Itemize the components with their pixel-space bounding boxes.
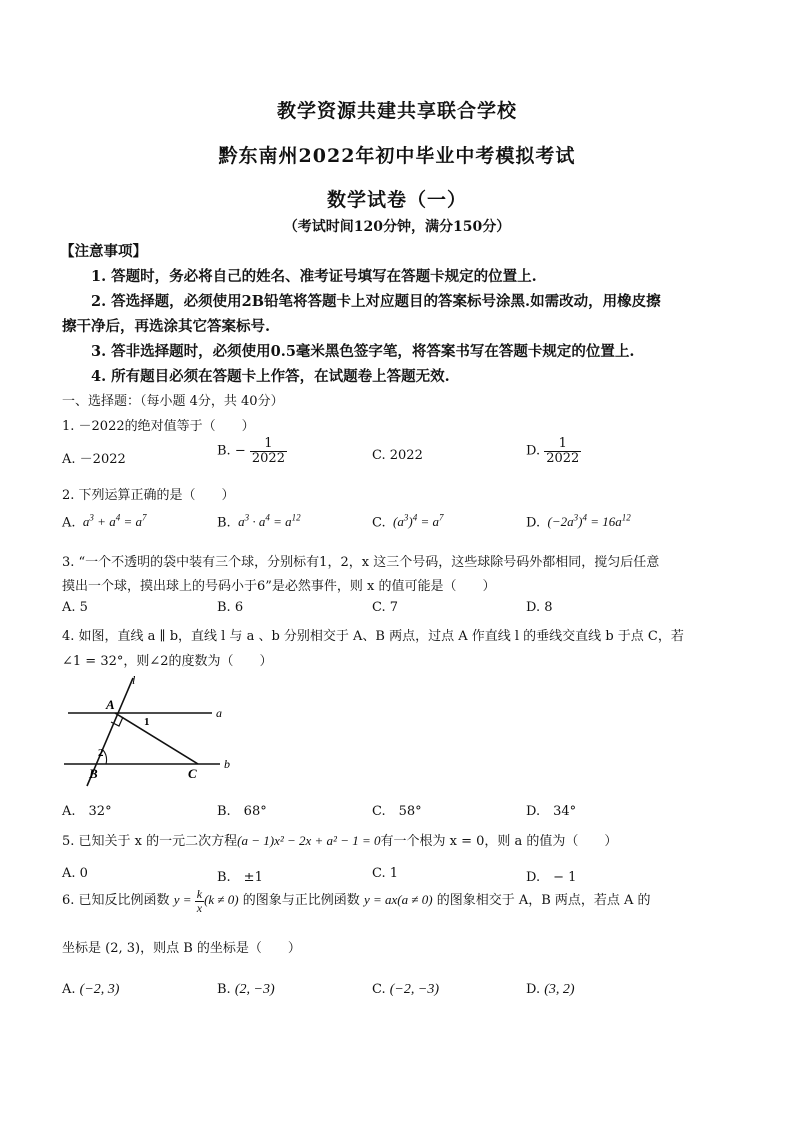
note-3: 3. 答非选择题时，必须使用0.5毫米黑色签字笔，将答案书写在答题卡规定的位置上. <box>91 343 635 360</box>
q5-equation: (a − 1)x² − 2x + a² − 1 = 0 <box>237 833 381 848</box>
q1-b-denominator: 2022 <box>251 450 285 466</box>
q2-option-b <box>217 513 301 530</box>
q4-option-a: A. 32° <box>62 804 112 819</box>
q5-option-b: B. ±1 <box>217 870 263 885</box>
q1-option-d <box>526 437 581 465</box>
angle-1-label: 1 <box>144 716 150 728</box>
q1-option-a <box>62 448 126 467</box>
note-1: 1. 答题时，务必将自己的姓名、准考证号填写在答题卡规定的位置上. <box>91 268 537 285</box>
note-2: 2. 答选择题，必须使用2B铅笔将答题卡上对应题目的答案标号涂黑.如需改动，用橡皮擦 <box>91 293 661 310</box>
q4-option-b: B. 68° <box>217 804 267 819</box>
q1-b-numerator: 1 <box>264 436 273 451</box>
q3-option-a: A. 5 <box>62 600 88 615</box>
q3-option-c: C. 7 <box>372 600 399 615</box>
q4-option-c: C. 58° <box>372 804 422 819</box>
q1-a-label: A. <box>62 452 76 467</box>
label-b: b <box>224 757 230 771</box>
q2-option-d <box>526 513 631 530</box>
angle-2-label: 2 <box>98 747 104 759</box>
q4-figure <box>60 670 245 790</box>
q2-option-c <box>372 513 443 530</box>
q6-a-label: A. <box>62 982 76 997</box>
q6-a-value: (−2, 3) <box>79 982 120 997</box>
q6-d-value: (3, 2) <box>544 982 575 997</box>
q6-line2: 坐标是 (2, 3)，则点 B 的坐标是（ ） <box>62 941 301 956</box>
section-title: 一、选择题：（每小题 4分，共 40分） <box>62 394 284 409</box>
q6-stem-post: 的图象相交于 A，B 两点，若点 A 的 <box>436 893 651 909</box>
point-c-label: C <box>188 766 197 781</box>
paper-title: 数学试卷（一） <box>326 189 467 211</box>
angle-2-arc <box>103 750 107 764</box>
q6-stem-pre: 6. 已知反比例函数 <box>62 893 170 909</box>
q1-c-value: 2022 <box>389 448 423 463</box>
q4-option-d: D. 34° <box>526 804 577 819</box>
q1-stem: 1. －2022的绝对值等于（ ） <box>62 419 255 434</box>
exam-title: 黔东南州2022年初中毕业中考模拟考试 <box>218 145 576 167</box>
q2-stem: 2. 下列运算正确的是（ ） <box>62 488 235 503</box>
q2-a-label: A. <box>62 515 76 531</box>
q6-option-a <box>62 982 119 998</box>
q3-line2: 摸出一个球，摸出球上的号码小于6”是必然事件，则 x 的值可能是（ ） <box>62 579 496 594</box>
q1-d-denominator: 2022 <box>546 450 580 466</box>
q2-b-label: B. <box>217 515 231 531</box>
q5-option-c: C. 1 <box>372 866 399 881</box>
point-a-label: A <box>106 697 115 712</box>
q1-option-b <box>217 437 287 465</box>
q6-c-value: (−2, −3) <box>389 982 439 997</box>
q6-direct-function: y = ax(a ≠ 0) <box>363 892 433 908</box>
segment-ac <box>115 713 198 764</box>
q1-b-sign: − <box>234 443 246 459</box>
q1-b-label: B. <box>217 443 231 459</box>
q5-stem-post: 有一个根为 x = 0，则 a 的值为（ ） <box>380 834 618 849</box>
q5-option-a: A. 0 <box>62 866 88 881</box>
q2-option-a <box>62 513 146 530</box>
note-2-cont: 擦干净后，再选涂其它答案标号. <box>62 318 271 335</box>
q6-inverse-function: y = $\frac{k}{x}$ (k ≠ 0) <box>173 887 239 915</box>
q1-d-numerator: 1 <box>558 436 567 451</box>
q2-a-expression: $a^3 + a^4 = a^7$ <box>79 513 147 530</box>
q1-c-label: C. <box>372 448 386 463</box>
q6-c-label: C. <box>372 982 386 997</box>
q3-line1: 3. “一个不透明的袋中装有三个球，分别标有1，2，x 这三个号码，这些球除号码外都相同，搅匀后任意 <box>62 555 660 570</box>
school-title: 教学资源共建共享联合学校 <box>276 100 517 122</box>
q2-d-expression: $(-2a^3)^4 = 16a^{12}$ <box>544 513 631 530</box>
q5-option-d: D. − 1 <box>526 870 577 885</box>
point-b-label: B <box>89 766 98 781</box>
q1-d-label: D. <box>526 443 541 459</box>
q2-c-label: C. <box>372 515 386 531</box>
q4-line2: ∠1 = 32°，则∠2的度数为（ ） <box>62 654 273 669</box>
notes-heading: 【注意事项】 <box>60 243 147 260</box>
q1-b-fraction <box>250 437 287 465</box>
q6-stem <box>62 888 651 914</box>
q1-d-fraction <box>544 437 581 465</box>
q4-line1: 4. 如图，直线 a ∥ b，直线 l 与 a 、b 分别相交于 A、B 两点，过点 A 作直线 l 的垂线交直线 b 于点 C，若 <box>62 629 684 644</box>
time-note: （考试时间120分钟，满分150分） <box>283 219 511 235</box>
label-l: l <box>132 673 136 687</box>
q5-stem-pre: 5. 已知关于 x 的一元二次方程 <box>62 834 238 849</box>
q6-option-b <box>217 982 275 998</box>
q2-b-expression: $a^3 \cdot a^4 = a^{12}$ <box>234 513 301 530</box>
q6-d-label: D. <box>526 982 541 997</box>
q2-c-expression: $(a^3)^4 = a^7$ <box>389 513 444 530</box>
q6-option-d <box>526 982 575 998</box>
q3-option-b: B. 6 <box>217 600 244 615</box>
q6-stem-mid: 的图象与正比例函数 <box>242 893 360 909</box>
q6-b-label: B. <box>217 982 231 997</box>
q3-option-d: D. 8 <box>526 600 553 615</box>
q1-option-c <box>372 448 423 463</box>
q6-b-value: (2, −3) <box>234 982 275 997</box>
q2-d-label: D. <box>526 515 541 531</box>
q1-a-value: －2022 <box>79 452 126 467</box>
label-a: a <box>216 706 222 720</box>
note-4: 4. 所有题目必须在答题卡上作答，在试题卷上答题无效. <box>91 368 450 385</box>
q5-stem <box>62 830 617 849</box>
q6-option-c <box>372 982 439 998</box>
